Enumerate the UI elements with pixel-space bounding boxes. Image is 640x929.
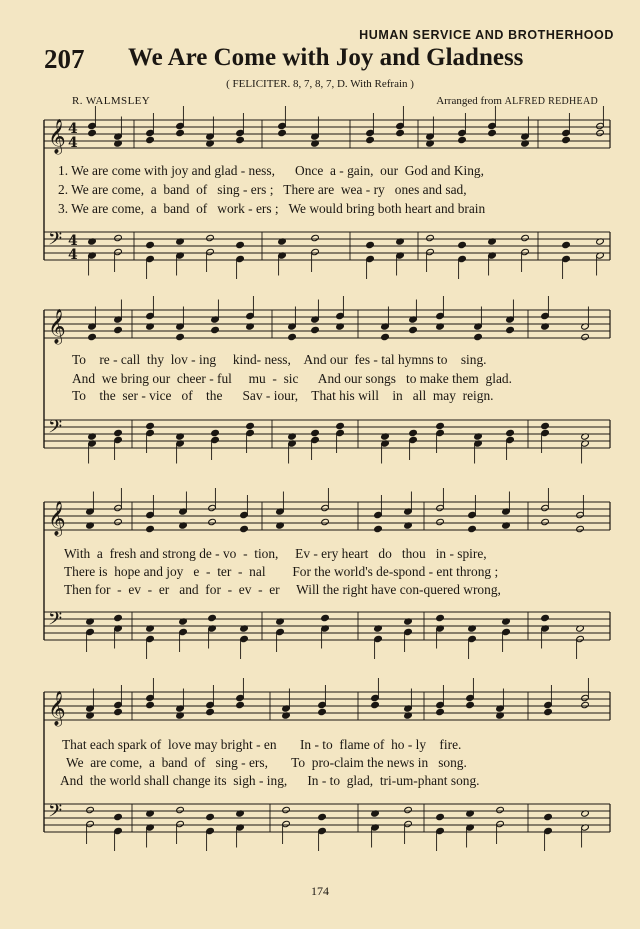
time-signature-icon: 4	[68, 247, 78, 263]
lyric-line-s1-v1: 1. We are come with joy and glad - ness, Once a - gain, our God and King,	[58, 163, 484, 178]
notehead-icon	[366, 136, 375, 143]
notehead-icon	[146, 525, 155, 532]
notehead-icon	[114, 813, 123, 820]
notehead-icon	[321, 518, 330, 525]
notehead-icon	[474, 333, 483, 340]
notehead-icon	[236, 136, 245, 143]
notehead-icon	[466, 701, 475, 708]
notehead-icon	[436, 518, 445, 525]
treble-clef-icon: 𝄞	[48, 691, 66, 726]
notehead-icon	[541, 518, 550, 525]
bass-clef-icon: 𝄢	[48, 801, 63, 826]
notehead-icon	[208, 518, 217, 525]
notehead-icon	[409, 326, 418, 333]
notehead-icon	[562, 136, 571, 143]
notehead-icon	[114, 326, 123, 333]
notehead-icon	[436, 614, 445, 621]
notehead-icon	[88, 129, 97, 136]
notehead-icon	[381, 333, 390, 340]
notehead-icon	[236, 241, 245, 248]
notehead-icon	[458, 136, 467, 143]
lyric-line-s3-v1: With a fresh and strong de - vo - tion, Ev - ery heart do thou in - spire,	[64, 546, 487, 561]
notehead-icon	[114, 429, 123, 436]
notehead-icon	[282, 806, 291, 813]
lyric-line-s3-v2: There is hope and joy e - ter - nal For the world's de-spond - ent throng ;	[64, 564, 499, 579]
notehead-icon	[176, 333, 185, 340]
author-credit: R. WALMSLEY	[72, 95, 151, 107]
notehead-icon	[208, 614, 217, 621]
arranger-name: ALFRED REDHEAD	[504, 96, 598, 107]
notehead-icon	[544, 708, 553, 715]
notehead-icon	[311, 234, 320, 241]
notehead-icon	[146, 241, 155, 248]
notehead-icon	[176, 129, 185, 136]
bass-clef-icon: 𝄢	[48, 609, 63, 634]
section-title: HUMAN SERVICE AND BROTHERHOOD	[359, 28, 614, 42]
notehead-icon	[288, 333, 297, 340]
notehead-icon	[541, 614, 550, 621]
notehead-icon	[458, 241, 467, 248]
tune-meter-line: ( FELICITER. 8, 7, 8, 7, D. With Refrain )	[226, 78, 414, 90]
lyric-line-s1-v2: 2. We are come, a band of sing - ers ; There are wea - ry ones and sad,	[58, 182, 467, 197]
notehead-icon	[206, 708, 215, 715]
notehead-icon	[236, 701, 245, 708]
notehead-icon	[562, 241, 571, 248]
notehead-icon	[468, 525, 477, 532]
notehead-icon	[366, 241, 375, 248]
treble-clef-icon: 𝄞	[48, 119, 66, 154]
lyric-line-s4-v1: That each spark of love may bright - en In - to flame of ho - ly fire.	[62, 737, 462, 752]
notehead-icon	[496, 806, 505, 813]
notehead-icon	[114, 518, 123, 525]
notehead-icon	[396, 129, 405, 136]
lyric-line-s1-v3: 3. We are come, a band of work - ers ; We would bring both heart and brain	[58, 201, 486, 216]
lyric-line-s2-v3: To the ser - vice of the Sav - iour, That his will in all may reign.	[72, 388, 494, 403]
notehead-icon	[240, 525, 249, 532]
notehead-icon	[146, 701, 155, 708]
notehead-icon	[278, 129, 287, 136]
notehead-icon	[246, 422, 255, 429]
notehead-icon	[436, 708, 445, 715]
notehead-icon	[176, 806, 185, 813]
lyric-line-s3-v3: Then for - ev - er and for - ev - er Will the right have con-quered wrong,	[64, 582, 501, 597]
arranger-prefix: Arranged from	[436, 95, 505, 107]
notehead-icon	[581, 701, 590, 708]
notehead-icon	[114, 614, 123, 621]
hymn-title: We Are Come with Joy and Gladness	[128, 44, 524, 71]
notehead-icon	[206, 234, 215, 241]
notehead-icon	[311, 429, 320, 436]
lyric-line-s2-v2: And we bring our cheer - ful mu - sic And our songs to make them glad.	[72, 371, 512, 386]
notehead-icon	[581, 333, 590, 340]
bass-clef-icon: 𝄢	[48, 417, 63, 442]
notehead-icon	[146, 136, 155, 143]
notehead-icon	[211, 429, 220, 436]
notehead-icon	[404, 806, 413, 813]
notehead-icon	[506, 429, 515, 436]
notehead-icon	[436, 813, 445, 820]
notehead-icon	[409, 429, 418, 436]
time-signature-icon: 4	[68, 135, 78, 151]
notehead-icon	[596, 129, 605, 136]
hymn-number: 207	[44, 44, 85, 74]
bass-clef-icon: 𝄢	[48, 229, 63, 254]
page-number: 174	[311, 884, 329, 898]
lyric-line-s2-v1: To re - call thy lov - ing kind- ness, And our fes - tal hymns to sing.	[72, 352, 487, 367]
notehead-icon	[88, 333, 97, 340]
notehead-icon	[336, 422, 345, 429]
notehead-icon	[544, 813, 553, 820]
notehead-icon	[114, 708, 123, 715]
notehead-icon	[146, 422, 155, 429]
notehead-icon	[321, 614, 330, 621]
notehead-icon	[86, 806, 95, 813]
time-signature-icon: 4	[68, 233, 78, 249]
lyric-line-s4-v2: We are come, a band of sing - ers, To pro-claim the news in song.	[66, 755, 467, 770]
notehead-icon	[371, 701, 380, 708]
notehead-icon	[318, 813, 327, 820]
notehead-icon	[206, 813, 215, 820]
notehead-icon	[576, 525, 585, 532]
time-signature-icon: 4	[68, 121, 78, 137]
notehead-icon	[211, 326, 220, 333]
notehead-icon	[436, 422, 445, 429]
notehead-icon	[311, 326, 320, 333]
notehead-icon	[521, 234, 530, 241]
notehead-icon	[488, 129, 497, 136]
notehead-icon	[426, 234, 435, 241]
notehead-icon	[114, 234, 123, 241]
treble-clef-icon: 𝄞	[48, 309, 66, 344]
notehead-icon	[506, 326, 515, 333]
notehead-icon	[374, 525, 383, 532]
treble-clef-icon: 𝄞	[48, 501, 66, 536]
lyric-line-s4-v3: And the world shall change its sigh - ing, In - to glad, tri-um-phant song.	[60, 773, 480, 788]
notehead-icon	[541, 422, 550, 429]
notehead-icon	[318, 708, 327, 715]
